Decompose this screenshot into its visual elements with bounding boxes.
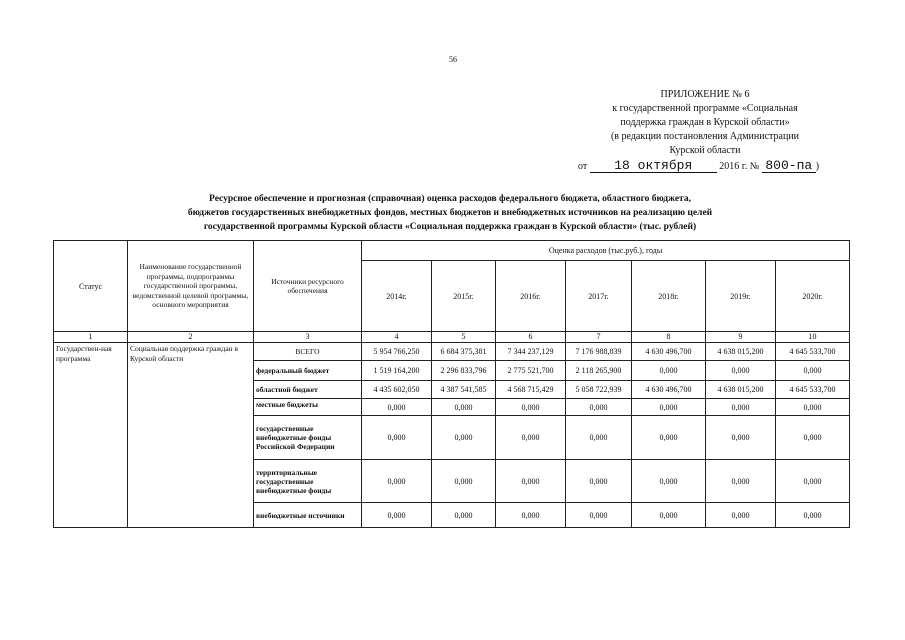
value-cell: 0,000: [632, 460, 706, 503]
value-cell: 0,000: [776, 503, 850, 528]
value-cell: 0,000: [632, 503, 706, 528]
order-date: 18 октября: [590, 159, 717, 173]
appendix-block: [590, 88, 820, 158]
value-cell: 4 630 496,700: [632, 343, 706, 361]
value-cell: 4 568 715,429: [496, 381, 566, 399]
page-number: 56: [449, 55, 457, 64]
value-cell: 0,000: [566, 460, 632, 503]
source-cell: областной бюджет: [254, 381, 362, 399]
value-cell: 0,000: [706, 460, 776, 503]
header-year: 2020г.: [776, 261, 850, 332]
value-cell: 0,000: [706, 399, 776, 416]
value-cell: 0,000: [776, 361, 850, 381]
header-year: 2019г.: [706, 261, 776, 332]
value-cell: 0,000: [776, 416, 850, 460]
value-cell: 0,000: [496, 460, 566, 503]
value-cell: 0,000: [632, 361, 706, 381]
value-cell: 4 435 602,050: [362, 381, 432, 399]
value-cell: 0,000: [362, 399, 432, 416]
value-cell: 0,000: [566, 399, 632, 416]
document-title: [130, 192, 770, 234]
value-cell: 0,000: [496, 399, 566, 416]
value-cell: 2 296 833,796: [432, 361, 496, 381]
value-cell: 6 684 375,381: [432, 343, 496, 361]
value-cell: 0,000: [706, 416, 776, 460]
column-number: 8: [632, 332, 706, 343]
value-cell: 0,000: [776, 460, 850, 503]
from-label: от: [578, 161, 588, 172]
value-cell: 0,000: [566, 416, 632, 460]
value-cell: 4 638 015,200: [706, 381, 776, 399]
value-cell: 0,000: [632, 399, 706, 416]
value-cell: 0,000: [706, 361, 776, 381]
value-cell: 4 645 533,700: [776, 343, 850, 361]
source-cell: внебюджетные источники: [254, 503, 362, 528]
header-year: 2014г.: [362, 261, 432, 332]
value-cell: 0,000: [432, 460, 496, 503]
status-cell: Государствен-ная программа: [54, 343, 128, 528]
column-number: 2: [128, 332, 254, 343]
header-year: 2017г.: [566, 261, 632, 332]
value-cell: 0,000: [362, 460, 432, 503]
value-cell: 0,000: [362, 416, 432, 460]
source-cell: местные бюджеты: [254, 399, 362, 416]
table-row: [54, 343, 850, 361]
value-cell: 5 058 722,939: [566, 381, 632, 399]
order-number: 800-па: [762, 159, 816, 173]
appendix-line: ПРИЛОЖЕНИЕ № 6: [660, 89, 750, 100]
order-year: 2016 г. №: [719, 161, 760, 172]
header-sources: Источники ресурсного обеспечения: [254, 241, 362, 332]
value-cell: 4 387 541,585: [432, 381, 496, 399]
header-name: Наименование государственной программы, подпрограммы государственной программы, ведомственной целевой программы, основного мероприятия: [128, 241, 254, 332]
column-number: 7: [566, 332, 632, 343]
value-cell: 4 630 496,700: [632, 381, 706, 399]
column-number: 1: [54, 332, 128, 343]
source-cell: федеральный бюджет: [254, 361, 362, 381]
title-line: бюджетов государственных внебюджетных фондов, местных бюджетов и внебюджетных источников на реализацию целей: [187, 208, 713, 218]
column-number: 4: [362, 332, 432, 343]
header-year: 2016г.: [496, 261, 566, 332]
title-line: государственной программы Курской области «Социальная поддержка граждан в Курской области» (тыс. рублей): [203, 222, 697, 232]
value-cell: 0,000: [432, 399, 496, 416]
source-cell: ВСЕГО: [254, 343, 362, 361]
header-year: 2015г.: [432, 261, 496, 332]
source-cell: государственные внебюджетные фонды Российской Федерации: [254, 416, 362, 460]
order-reference: [578, 159, 819, 173]
column-number: 9: [706, 332, 776, 343]
appendix-line: (в редакции постановления Администрации: [610, 131, 800, 142]
value-cell: 0,000: [706, 503, 776, 528]
value-cell: 4 645 533,700: [776, 381, 850, 399]
program-name-cell: Социальная поддержка граждан в Курской области: [128, 343, 254, 528]
column-number: 3: [254, 332, 362, 343]
value-cell: 0,000: [496, 416, 566, 460]
title-line: Ресурсное обеспечение и прогнозная (справочная) оценка расходов федерального бюджета, областного бюджета,: [209, 194, 691, 204]
value-cell: 7 344 237,129: [496, 343, 566, 361]
value-cell: 7 176 988,839: [566, 343, 632, 361]
value-cell: 0,000: [362, 503, 432, 528]
header-status: Статус: [54, 241, 128, 332]
value-cell: 0,000: [432, 416, 496, 460]
value-cell: 1 519 164,200: [362, 361, 432, 381]
closing-paren: ): [815, 161, 820, 172]
value-cell: 5 954 766,250: [362, 343, 432, 361]
header-year: 2018г.: [632, 261, 706, 332]
value-cell: 0,000: [632, 416, 706, 460]
appendix-line: к государственной программе «Социальная: [612, 103, 798, 114]
source-cell: территориальные государственные внебюджетные фонды: [254, 460, 362, 503]
value-cell: 2 118 265,900: [566, 361, 632, 381]
value-cell: 0,000: [566, 503, 632, 528]
value-cell: 0,000: [496, 503, 566, 528]
column-number: 6: [496, 332, 566, 343]
appendix-line: поддержка граждан в Курской области»: [620, 117, 790, 128]
resource-table: [53, 240, 850, 528]
column-number: 5: [432, 332, 496, 343]
value-cell: 2 775 521,700: [496, 361, 566, 381]
column-number: 10: [776, 332, 850, 343]
value-cell: 4 638 015,200: [706, 343, 776, 361]
header-estimate: Оценка расходов (тыс.руб.), годы: [362, 241, 850, 261]
value-cell: 0,000: [432, 503, 496, 528]
appendix-line: Курской области: [669, 145, 741, 156]
value-cell: 0,000: [776, 399, 850, 416]
